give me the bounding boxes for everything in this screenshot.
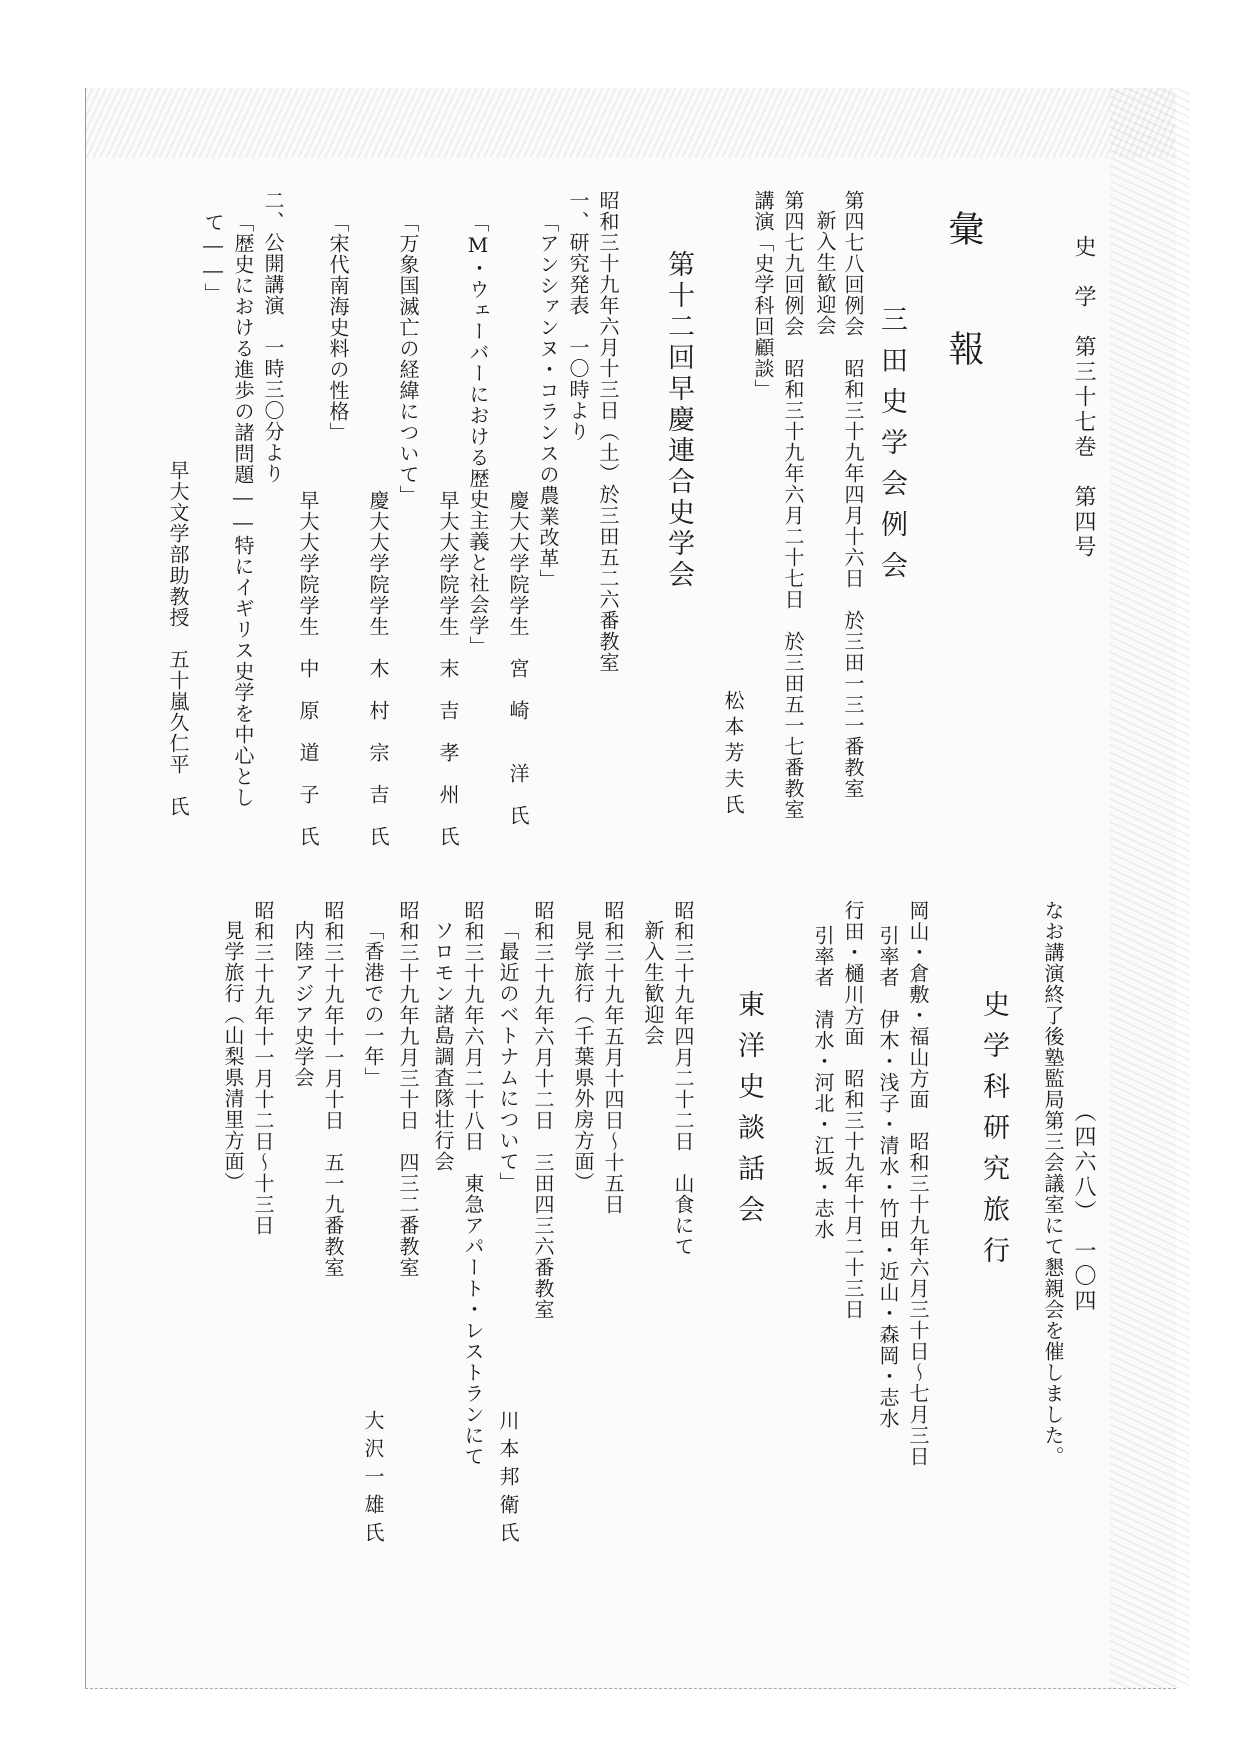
toyo-entry-6-speaker: 川本邦衛氏: [496, 1410, 520, 1550]
toyo-entry-5: 昭和三十九年六月十二日 三田四三六番教室: [531, 900, 555, 1320]
toyo-entry-2: 新入生歓迎会: [641, 920, 665, 1046]
mita-welcome: 新入生歓迎会: [813, 210, 837, 336]
wk-public-speaker: 早大文学部助教授 五十嵐久仁平 氏: [166, 460, 190, 817]
wk-talk2-title: 「M・ウェーバーにおける歴史主義と社会学」: [466, 212, 490, 657]
mita-meeting-479: 第四七九回例会 昭和三十九年六月二十七日 於三田五一七番教室: [781, 190, 805, 820]
mita-meeting-478: 第四七八回例会 昭和三十九年四月十六日 於三田一三一番教室: [841, 190, 865, 799]
wk-talk4-speaker: 早大大学院学生 中 原 道 子 氏: [296, 490, 320, 847]
wk-talk1-speaker: 慶大大学院学生 宮 崎 洋 氏: [506, 490, 530, 826]
mita-lecture: 講演「史学科回顧談」: [751, 190, 775, 400]
toyo-entry-4: 見学旅行（千葉県外房方面）: [571, 920, 595, 1193]
running-header: 史 学 第三十七巻 第四号: [1071, 235, 1096, 560]
wk-talk3-speaker: 慶大大学院学生 木 村 宗 吉 氏: [366, 490, 390, 847]
study-trip-2-leaders: 引率者 清水・河北・江坂・志水: [811, 925, 835, 1240]
toyo-entry-10-speaker: 大沢一雄氏: [361, 1410, 385, 1550]
mita-heading: 三田史学会例会: [876, 305, 907, 592]
mita-lecturer: 松本芳夫氏: [721, 690, 745, 820]
wk-talk3-title: 「万象国滅亡の経緯について」: [396, 212, 420, 506]
reception-note: なお講演終了後塾監局第三会議室にて懇親会を催しました。: [1041, 900, 1065, 1467]
toyo-entry-1: 昭和三十九年四月二十二日 山食にて: [671, 900, 695, 1257]
toyo-heading: 東洋史談話会: [733, 990, 764, 1236]
toyo-entry-12: 内陸アジア史学会: [291, 920, 315, 1088]
page-title: 彙 報: [943, 210, 984, 390]
toyo-entry-11: 昭和三十九年十一月十日 五一九番教室: [321, 900, 345, 1278]
study-trip-heading: 史学科研究旅行: [978, 990, 1009, 1277]
toyo-entry-14: 見学旅行（山梨県清里方面）: [221, 920, 245, 1193]
page-number: （四六八） 一〇四: [1071, 1100, 1096, 1314]
waseda-keio-heading: 第十二回早慶連合史学会: [663, 250, 694, 591]
wk-public-title-1: 「歴史における進歩の諸問題――特にイギリス史学を中心とし: [231, 212, 255, 808]
toyo-entry-7: 昭和三十九年六月二十八日 東急アパート・レストランにて: [461, 900, 485, 1467]
toyo-entry-9: 昭和三十九年九月三十日 四三二番教室: [396, 900, 420, 1278]
toyo-entry-13: 昭和三十九年十一月十二日〜十三日: [251, 900, 275, 1236]
scan-noise-top: [85, 88, 1175, 158]
study-trip-1-leaders: 引率者 伊木・浅子・清水・竹田・近山・森岡・志水: [876, 925, 900, 1429]
wk-research-header: 一、研究発表 一〇時より: [566, 190, 590, 442]
wk-talk2-speaker: 早大大学院学生 末 吉 孝 州 氏: [436, 490, 460, 847]
toyo-entry-10: 「香港での一年」: [361, 920, 385, 1088]
wk-talk4-title: 「宋代南海史料の性格」: [326, 212, 350, 443]
scan-noise-right: [1110, 88, 1190, 1688]
wk-talk1-title: 「アンシァンヌ・コランスの農業改革」: [536, 212, 560, 590]
study-trip-2: 行田・樋川方面 昭和三十九年十月二十三日: [841, 900, 865, 1320]
wk-date: 昭和三十九年六月十三日（土）於三田五二六番教室: [596, 190, 620, 673]
wk-public-title-2: て――」: [201, 212, 225, 304]
wk-public-header: 二、公開講演 一時三〇分より: [261, 190, 285, 484]
toyo-entry-6: 「最近のベトナムについて」: [496, 920, 520, 1193]
toyo-entry-3: 昭和三十九年五月十四日〜十五日: [601, 900, 625, 1215]
study-trip-1: 岡山・倉敷・福山方面 昭和三十九年六月三十日〜七月三日: [906, 900, 930, 1467]
toyo-entry-8: ソロモン諸島調査隊壮行会: [431, 920, 455, 1172]
